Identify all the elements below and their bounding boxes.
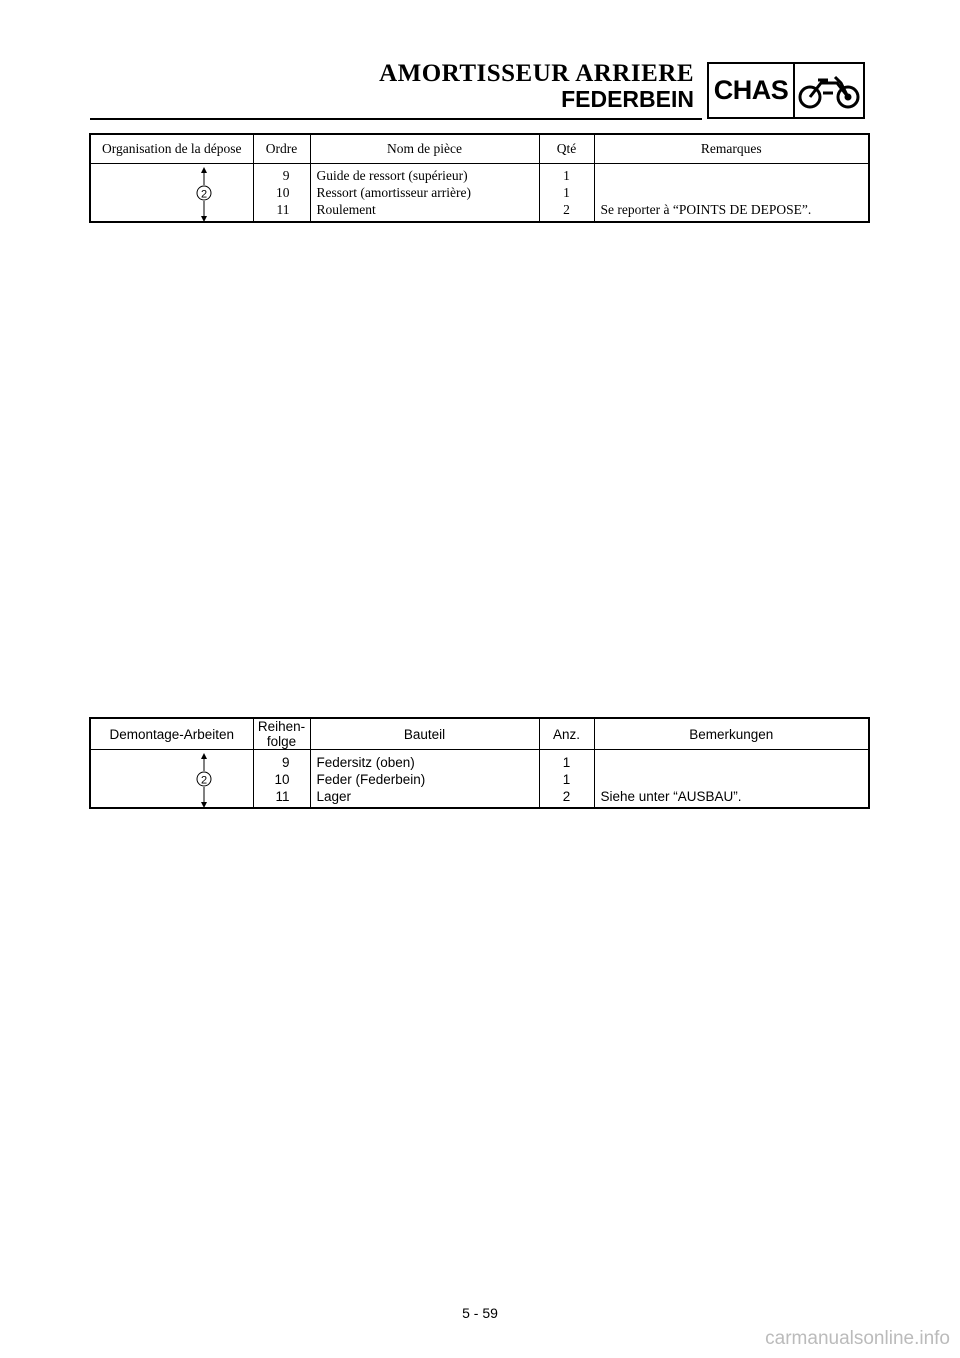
column-header-order-line2: folge [266,734,297,749]
page-title-french: AMORTISSEUR ARRIERE [379,60,694,87]
order-cell: 11 [253,201,310,222]
page-title-german: FEDERBEIN [561,86,694,112]
part-name-cell: Lager [316,789,352,804]
part-name-cell: Feder (Federbein) [316,772,426,787]
column-header-order [253,718,310,750]
quantity-cell: 2 [539,201,594,222]
step-group [90,750,253,809]
section-badge [707,62,865,119]
table-row [90,750,869,771]
part-name-cell: Federsitz (oben) [316,755,415,770]
step-group-number: 2 [200,188,208,201]
column-header-org: Organisation de la dépose [90,134,253,164]
remarks-cell [594,770,869,787]
column-header-order-line1: Reihen- [257,719,306,734]
page-number: 5 - 59 [462,1305,498,1321]
quantity-cell: 1 [539,184,594,201]
section-code: CHAS [709,64,795,117]
parts-table-french [89,133,870,223]
order-cell: 11 [253,787,310,808]
table-row [90,164,869,185]
watermark: carmanualsonline.info [765,1328,950,1349]
column-header-order: Ordre [253,134,310,164]
column-header-name: Bauteil [310,718,539,750]
remarks-cell [594,750,869,771]
part-name-cell: Guide de ressort (supérieur) [316,168,468,183]
remarks-cell: Siehe unter “AUSBAU”. [594,787,869,808]
order-cell: 9 [253,750,310,771]
table-header-row [90,718,869,750]
remarks-cell: Se reporter à “POINTS DE DEPOSE”. [594,201,869,222]
motorcycle-icon [795,64,863,117]
column-header-qty: Anz. [539,718,594,750]
table-header-row [90,134,869,164]
step-group [90,164,253,223]
step-group-arrow [91,750,254,810]
step-group-arrow [91,164,254,224]
column-header-name: Nom de pièce [310,134,539,164]
column-header-qty: Qté [539,134,594,164]
order-cell: 9 [253,164,310,185]
quantity-cell: 1 [539,770,594,787]
column-header-remarks: Remarques [594,134,869,164]
step-group-number: 2 [200,774,208,787]
header-rule [90,118,702,120]
remarks-cell [594,184,869,201]
order-cell: 10 [253,770,310,787]
remarks-cell [594,164,869,185]
order-cell: 10 [253,184,310,201]
parts-table-german [89,717,870,809]
part-name-cell: Roulement [316,202,376,217]
quantity-cell: 1 [539,750,594,771]
quantity-cell: 1 [539,164,594,185]
quantity-cell: 2 [539,787,594,808]
part-name-cell: Ressort (amortisseur arrière) [316,185,471,200]
column-header-org: Demontage-Arbeiten [90,718,253,750]
column-header-remarks: Bemerkungen [594,718,869,750]
